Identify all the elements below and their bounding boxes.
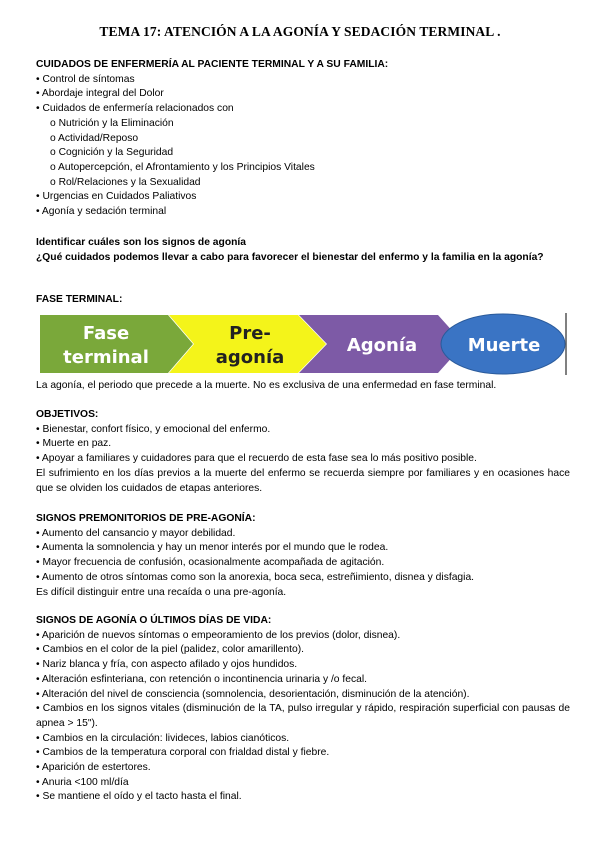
cuidados-heading: CUIDADOS DE ENFERMERÍA AL PACIENTE TERMINAL Y A SU FAMILIA: [36,59,389,70]
list-item: • Apoyar a familiares y cuidadores para que el recuerdo de esta fase sea lo más positivo posible. [36,453,477,465]
list-item: • Se mantiene el oído y el tacto hasta el final. [36,791,242,803]
cuidados-section [36,58,570,220]
sub-list-item: o Rol/Relaciones y la Sexualidad [50,176,201,188]
list-item: • Alteración del nivel de consciencia (somnolencia, desorientación, disminución de la atención). [36,688,470,700]
list-item: • Anuria <100 ml/día [36,776,129,788]
sub-list-item: o Actividad/Reposo [50,132,139,144]
list-item: • Mayor frecuencia de confusión, ocasionalmente acompañada de agitación. [36,557,385,569]
list-item: • Cambios en el color de la piel (palidez, color amarillento). [36,644,305,656]
sub-list-item: o Cognición y la Seguridad [50,147,174,159]
list-item: • Control de síntomas [36,73,135,85]
objetivos-paragraph: El sufrimiento en los días previos a la muerte del enfermo se recuerda siempre por familiares y en ocasiones hace que se olviden los cuidados de etapas anteriores. [36,467,570,494]
page-title: TEMA 17: ATENCIÓN A LA AGONÍA Y SEDACIÓN TERMINAL . [99,24,501,39]
agonia-heading: SIGNOS DE AGONÍA O ÚLTIMOS DÍAS DE VIDA: [36,615,272,626]
phase-label-agonia-pre: agonía [215,347,285,368]
question-1: Identificar cuáles son los signos de agonía [36,237,246,248]
sub-list-item: o Autopercepción, el Afrontamiento y los Principios Vitales [50,161,315,173]
list-item: • Aumenta la somnolencia y hay un menor interés por el mundo que le rodea. [36,542,389,554]
list-item: • Alteración esfinteriana, con retención o incontinencia urinaria y /o fecal. [36,673,368,685]
list-item: • Bienestar, confort físico, y emocional del enfermo. [36,423,271,435]
phase-label-fase: Fase [82,323,130,344]
list-item: • Cuidados de enfermería relacionados con [36,103,234,115]
list-item: • Aparición de estertores. [36,762,151,774]
preagonia-note: Es difícil distinguir entre una recaída o una pre-agonía. [36,586,287,598]
list-item: • Cambios en la circulación: livideces, labios cianóticos. [36,732,290,744]
list-item: • Aparición de nuevos síntomas o empeoramiento de los previos (dolor, disnea). [36,629,401,641]
fase-caption: La agonía, el periodo que precede a la muerte. No es exclusiva de una enfermedad en fase terminal. [36,380,497,391]
list-item: • Aumento del cansancio y mayor debilidad. [36,527,236,539]
list-item: • Aumento de otros síntomas como son la anorexia, boca seca, estreñimiento, disnea y disfagia. [36,571,475,583]
questions-section [36,236,570,265]
agonia-section [36,614,570,805]
list-item: • Cambios de la temperatura corporal con frialdad distal y fiebre. [36,747,330,759]
preagonia-heading: SIGNOS PREMONITORIOS DE PRE-AGONÍA: [36,513,256,524]
list-item: • Abordaje integral del Dolor [36,88,164,100]
phase-label-pre: Pre- [229,323,271,344]
objetivos-section [36,408,570,496]
fase-heading: FASE TERMINAL: [36,294,123,305]
list-item: • Muerte en paz. [36,438,112,450]
preagonia-section [36,512,570,600]
question-2: ¿Qué cuidados podemos llevar a cabo para favorecer el bienestar del enfermo y la familia en la agonía? [36,251,544,263]
phase-label-agonia: Agonía [346,335,418,356]
list-item: • Nariz blanca y fría, con aspecto afilado y ojos hundidos. [36,659,298,671]
list-item: • Agonía y sedación terminal [36,206,167,218]
list-item: • Cambios en los signos vitales (disminución de la TA, pulso irregular y rápido, respiración superficial con pausas de apnea > 15"). [36,703,570,729]
phase-label-muerte: Muerte [467,335,541,356]
phase-arrow-diagram [40,313,568,375]
sub-list-item: o Nutrición y la Eliminación [50,117,174,129]
objetivos-heading: OBJETIVOS: [36,409,99,420]
phase-label-terminal: terminal [63,347,149,368]
list-item: • Urgencias en Cuidados Paliativos [36,191,197,203]
